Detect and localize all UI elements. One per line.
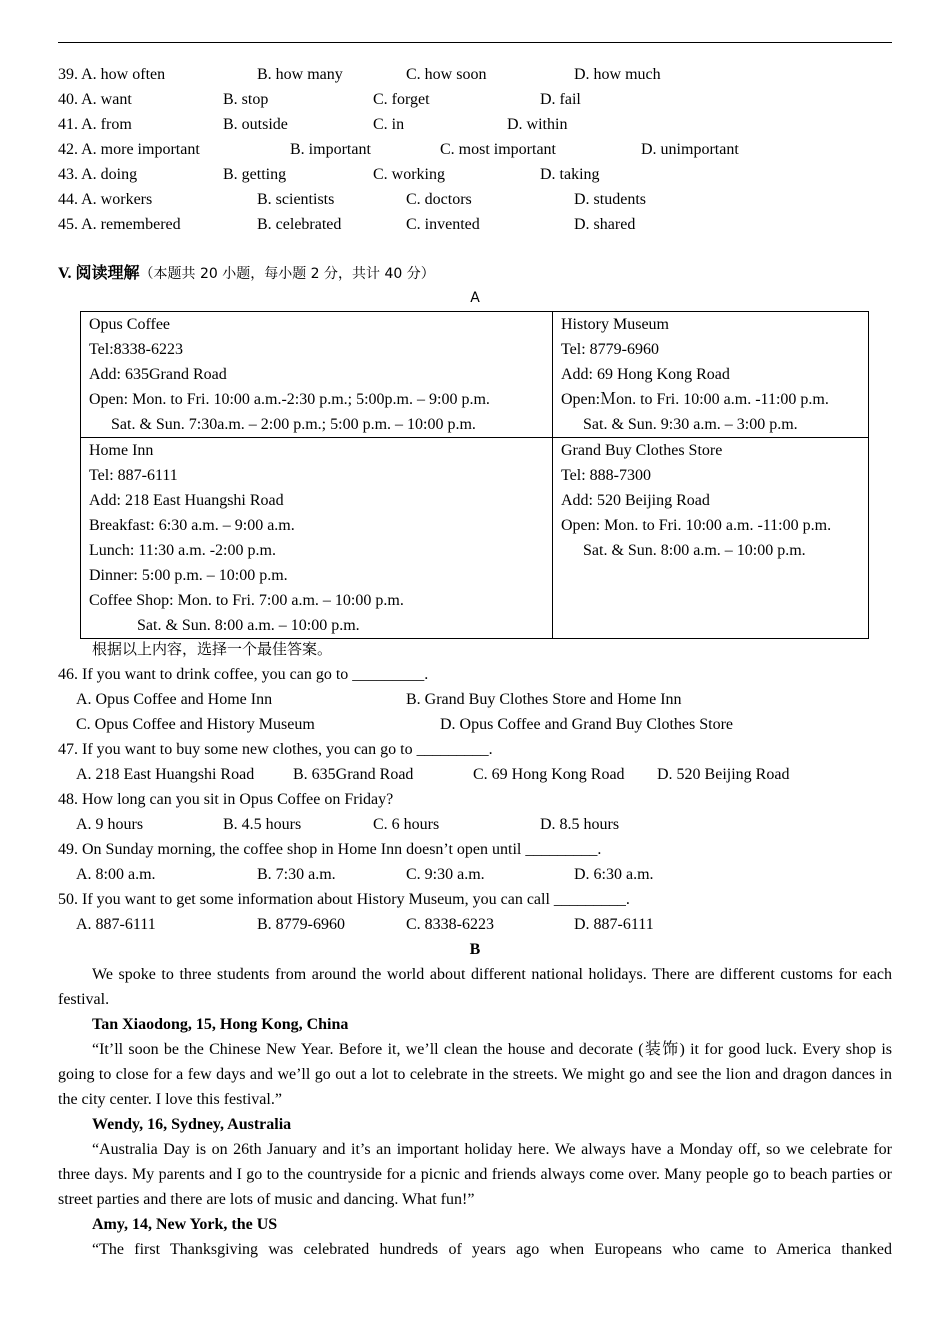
speaker-2-name: Wendy, 16, Sydney, Australia xyxy=(92,1116,292,1133)
q46-option-d: D. Opus Coffee and Grand Buy Clothes Store xyxy=(440,716,733,733)
option-42d: D. unimportant xyxy=(641,141,739,158)
q48-option-c: C. 6 hours xyxy=(373,816,440,833)
option-44b: B. scientists xyxy=(257,191,335,208)
clothes-store-cell xyxy=(553,438,869,639)
q47-option-a: A. 218 East Huangshi Road xyxy=(76,766,255,783)
q50-option-d: D. 887-6111 xyxy=(574,916,654,933)
museum-hours-weekday: Open:Ｍon. to Fri. 10:00 a.m. -11:00 p.m. xyxy=(561,391,829,408)
inn-address: Add: 218 East Huangshi Road xyxy=(89,492,284,509)
option-44c: C. doctors xyxy=(406,191,472,208)
option-42b: B. important xyxy=(290,141,371,158)
q48-option-d: D. 8.5 hours xyxy=(540,816,620,833)
notice-table xyxy=(80,311,869,639)
q50-option-a: A. 887-6111 xyxy=(76,916,156,933)
option-42a: 42. A. more important xyxy=(58,141,200,158)
q46-option-a: A. Opus Coffee and Home Inn xyxy=(76,691,273,708)
speaker-1-quote: “It’ll soon be the Chinese New Year. Before it, we’ll clean the house and decorate (装饰) it for good luck. Every shop is going to close for a few days and we’ll go out a lot to celebrate in the streets. We might go and see the lion and dragon dances in the city center. I love this festival.” xyxy=(58,1041,892,1108)
passage-a-label: A xyxy=(470,290,480,306)
option-45b: B. celebrated xyxy=(257,216,342,233)
store-address: Add: 520 Beijing Road xyxy=(561,492,710,509)
q50-option-b: B. 8779-6960 xyxy=(257,916,345,933)
option-43c: C. working xyxy=(373,166,445,183)
inn-lunch: Lunch: 11:30 a.m. -2:00 p.m. xyxy=(89,542,276,559)
home-inn-cell xyxy=(81,438,553,639)
option-43a: 43. A. doing xyxy=(58,166,138,183)
option-45c: C. invented xyxy=(406,216,480,233)
option-40d: D. fail xyxy=(540,91,581,108)
q50-option-c: C. 8338-6223 xyxy=(406,916,494,933)
q49-option-d: D. 6:30 a.m. xyxy=(574,866,654,883)
museum-address: Add: 69 Hong Kong Road xyxy=(561,366,730,383)
q47-option-b: B. 635Grand Road xyxy=(293,766,414,783)
speaker-3-quote: “The first Thanksgiving was celebrated hundreds of years ago when Europeans who came to America thanked xyxy=(92,1241,892,1258)
option-41c: C. in xyxy=(373,116,405,133)
inn-coffee-weekend: Sat. & Sun. 8:00 a.m. – 10:00 p.m. xyxy=(137,617,360,634)
option-45d: D. shared xyxy=(574,216,636,233)
option-44d: D. students xyxy=(574,191,646,208)
option-40a: 40. A. want xyxy=(58,91,132,108)
option-39b: B. how many xyxy=(257,66,343,83)
store-hours-weekday: Open: Mon. to Fri. 10:00 a.m. -11:00 p.m. xyxy=(561,517,832,534)
q47-option-d: D. 520 Beijing Road xyxy=(657,766,790,783)
section-v-heading xyxy=(58,261,435,286)
passage-b-intro: We spoke to three students from around the world about different national holidays. There are different customs for each festival. xyxy=(58,966,892,1008)
history-museum-cell xyxy=(553,312,869,438)
speaker-3-name: Amy, 14, New York, the US xyxy=(92,1216,278,1233)
q49-option-a: A. 8:00 a.m. xyxy=(76,866,156,883)
option-39d: D. how much xyxy=(574,66,661,83)
option-43d: D. taking xyxy=(540,166,600,183)
q50-stem: 50. If you want to get some information about History Museum, you can call _________. xyxy=(58,891,630,908)
q46-option-b: B. Grand Buy Clothes Store and Home Inn xyxy=(406,691,682,708)
option-40c: C. forget xyxy=(373,91,430,108)
option-43b: B. getting xyxy=(223,166,287,183)
q47-option-c: C. 69 Hong Kong Road xyxy=(473,766,625,783)
section-v-title: V. 阅读理解 xyxy=(58,265,140,282)
header-rule xyxy=(58,42,892,43)
museum-tel: Tel: 8779-6960 xyxy=(561,341,659,358)
opus-hours-weekday: Open: Mon. to Fri. 10:00 a.m.-2:30 p.m.; 5:00p.m. – 9:00 p.m. xyxy=(89,391,490,408)
opus-address: Add: 635Grand Road xyxy=(89,366,227,383)
option-44a: 44. A. workers xyxy=(58,191,153,208)
store-name: Grand Buy Clothes Store xyxy=(561,442,723,459)
option-41d: D. within xyxy=(507,116,568,133)
speaker-1-name: Tan Xiaodong, 15, Hong Kong, China xyxy=(92,1016,349,1033)
opus-hours-weekend: Sat. & Sun. 7:30a.m. – 2:00 p.m.; 5:00 p.m. – 10:00 p.m. xyxy=(111,416,476,433)
inn-dinner: Dinner: 5:00 p.m. – 10:00 p.m. xyxy=(89,567,288,584)
speaker-2-quote: “Australia Day is on 26th January and it’s an important holiday here. We always have a Monday off, so we celebrate for three days. My parents and I go to the countryside for a picnic and friends always come over. Many people go to beach parties or street parties and there are lots of music and dancing. What fun!” xyxy=(58,1141,892,1208)
q47-stem: 47. If you want to buy some new clothes, you can go to _________. xyxy=(58,741,493,758)
inn-breakfast: Breakfast: 6:30 a.m. – 9:00 a.m. xyxy=(89,517,295,534)
q46-option-c: C. Opus Coffee and History Museum xyxy=(76,716,315,733)
opus-name: Opus Coffee xyxy=(89,316,171,333)
q48-stem: 48. How long can you sit in Opus Coffee on Friday? xyxy=(58,791,394,808)
q46-stem: 46. If you want to drink coffee, you can go to _________. xyxy=(58,666,429,683)
passage-b-label: B xyxy=(469,941,481,958)
opus-tel: Tel:8338-6223 xyxy=(89,341,183,358)
option-41a: 41. A. from xyxy=(58,116,132,133)
option-39c: C. how soon xyxy=(406,66,487,83)
opus-coffee-cell xyxy=(81,312,553,438)
option-41b: B. outside xyxy=(223,116,288,133)
store-tel: Tel: 888-7300 xyxy=(561,467,651,484)
option-45a: 45. A. remembered xyxy=(58,216,181,233)
inn-name: Home Inn xyxy=(89,442,154,459)
option-42c: C. most important xyxy=(440,141,556,158)
option-39a: 39. A. how often xyxy=(58,66,166,83)
store-hours-weekend: Sat. & Sun. 8:00 a.m. – 10:00 p.m. xyxy=(583,542,806,559)
q48-option-a: A. 9 hours xyxy=(76,816,144,833)
q48-option-b: B. 4.5 hours xyxy=(223,816,302,833)
q49-option-b: B. 7:30 a.m. xyxy=(257,866,336,883)
museum-hours-weekend: Sat. & Sun. 9:30 a.m. – 3:00 p.m. xyxy=(583,416,798,433)
q49-stem: 49. On Sunday morning, the coffee shop in Home Inn doesn’t open until _________. xyxy=(58,841,602,858)
option-40b: B. stop xyxy=(223,91,269,108)
section-v-note: （本题共 20 小题，每小题 2 分，共计 40 分） xyxy=(139,266,435,282)
q49-option-c: C. 9:30 a.m. xyxy=(406,866,485,883)
inn-tel: Tel: 887-6111 xyxy=(89,467,178,484)
inn-coffee-weekday: Coffee Shop: Mon. to Fri. 7:00 a.m. – 10:00 p.m. xyxy=(89,592,404,609)
museum-name: History Museum xyxy=(561,316,669,333)
instruction-text: 根据以上内容，选择一个最佳答案。 xyxy=(92,640,333,658)
